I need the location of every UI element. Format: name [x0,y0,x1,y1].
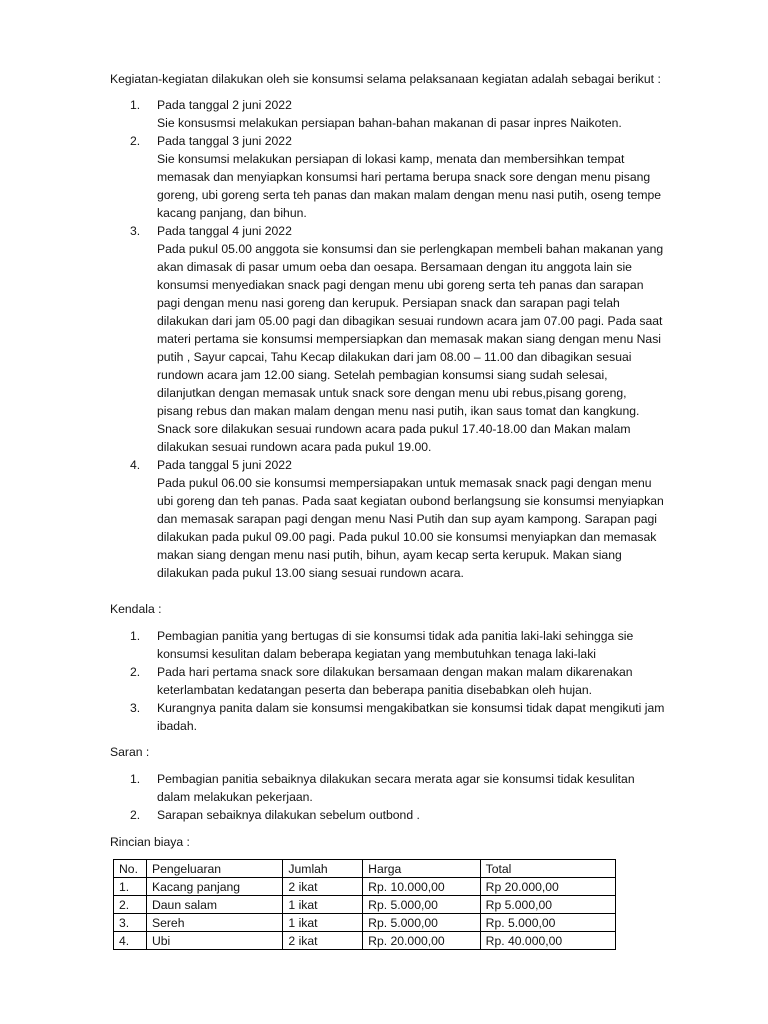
table-cell: Rp. 5.000,00 [480,914,615,932]
item-text: Kurangnya panita dalam sie konsumsi mengakibatkan sie konsumsi tidak dapat mengikuti jam ibadah. [157,701,665,733]
column-header: Jumlah [283,860,363,878]
list-item: 3. Kurangnya panita dalam sie konsumsi mengakibatkan sie konsumsi tidak dapat mengikuti jam ibadah. [130,701,665,733]
table-cell: 2 ikat [283,932,363,950]
item-title: Pada tanggal 5 juni 2022 [157,458,292,472]
column-header: Harga [363,860,481,878]
list-item: 2. Pada tanggal 3 juni 2022 Sie konsumsi melakukan persiapan di lokasi kamp, menata dan membersihkan tempat memasak dan menyiapkan konsumsi hari pertama berupa snack sore dengan menu pisang goreng, ubi goreng serta teh panas dan makan malam dengan menu nasi putih, oseng tempe kacang panjang, dan bihun. [130,132,665,222]
item-text: Pembagian panitia sebaiknya dilakukan secara merata agar sie konsumsi tidak kesulitan dalam melakukan pekerjaan. [157,772,635,804]
table-cell: 1 ikat [283,896,363,914]
table-row [114,932,616,950]
saran-list [130,770,665,824]
kendala-heading: Kendala : [110,602,162,616]
table-cell: 4. [114,932,147,950]
table-cell: 2. [114,896,147,914]
table-cell: 2 ikat [283,878,363,896]
item-body: Sie konsumsi melakukan persiapan di lokasi kamp, menata dan membersihkan tempat memasak dan menyiapkan konsumsi hari pertama berupa snack sore dengan menu pisang goreng, ubi goreng serta teh panas dan makan malam dengan menu nasi putih, oseng tempe kacang panjang, dan bihun. [157,152,662,220]
table-row [114,878,616,896]
table-cell: 1 ikat [283,914,363,932]
item-title: Pada tanggal 2 juni 2022 [157,98,292,112]
kegiatan-list [130,96,665,582]
saran-heading: Saran : [110,745,150,759]
intro-paragraph: Kegiatan-kegiatan dilakukan oleh sie konsumsi selama pelaksanaan kegiatan adalah sebagai berikut : [110,72,661,86]
kendala-list [130,627,665,735]
item-text: Pembagian panitia yang bertugas di sie konsumsi tidak ada panitia laki-laki sehingga sie konsumsi kesulitan dalam beberapa kegiatan yang membutuhkan tenaga laki-laki [157,629,634,661]
cost-table [113,859,616,950]
list-item: 4. Pada tanggal 5 juni 2022 Pada pukul 06.00 sie konsumsi mempersiapakan untuk memasak snack pagi dengan menu ubi goreng dan teh panas. Pada saat kegiatan oubond berlangsung sie konsumsi menyiapkan dan memasak sarapan pagi dengan menu Nasi Putih dan sup ayam kampong. Sarapan pagi dilakukan pada pukul 09.00 pagi. Pada pukul 10.00 sie konsumsi menyiapkan dan memasak makan siang dengan menu nasi putih, bihun, ayam kecap serta kerupuk. Makan siang dilakukan pada pukul 13.00 siang sesuai rundown acara. [130,458,664,580]
rincian-heading: Rincian biaya : [110,835,190,849]
table-row [114,896,616,914]
table-cell: Sereh [146,914,282,932]
item-title: Pada tanggal 4 juni 2022 [157,224,292,238]
table-header-row [114,860,616,878]
list-item: 1. Pada tanggal 2 juni 2022 Sie konsusmsi melakukan persiapan bahan-bahan makanan di pasar inpres Naikoten. [130,96,665,132]
table-row [114,914,616,932]
table-cell: Rp. 10.000,00 [363,878,481,896]
item-text: Pada hari pertama snack sore dilakukan bersamaan dengan makan malam dikarenakan keterlambatan kedatangan peserta dan beberapa panitia disebabkan oleh hujan. [157,665,633,697]
list-item: 1. Pembagian panitia sebaiknya dilakukan secara merata agar sie konsumsi tidak kesulitan dalam melakukan pekerjaan. [130,770,665,806]
item-body: Pada pukul 06.00 sie konsumsi mempersiapakan untuk memasak snack pagi dengan menu ubi goreng dan teh panas. Pada saat kegiatan oubond berlangsung sie konsumsi menyiapkan dan memasak sarapan pagi dengan menu Nasi Putih dan sup ayam kampong. Sarapan pagi dilakukan pada pukul 09.00 pagi. Pada pukul 10.00 sie konsumsi menyiapkan dan memasak makan siang dengan menu nasi putih, bihun, ayam kecap serta kerupuk. Makan siang dilakukan pada pukul 13.00 siang sesuai rundown acara. [157,476,664,580]
list-item: 3. Pada tanggal 4 juni 2022 Pada pukul 05.00 anggota sie konsumsi dan sie perlengkapan membeli bahan makanan yang akan dimasak di pasar umum oeba dan oesapa. Bersamaan dengan itu anggota lain sie konsumsi menyediakan snack pagi dengan menu ubi goreng serta teh panas dan sarapan pagi dengan menu nasi goreng dan kerupuk. Persiapan snack dan sarapan pagi telah dilakukan dari jam 05.00 pagi dan dibagikan sesuai rundown acara jam 07.00 pagi. Pada saat materi pertama sie konsumsi mempersiapkan dan memasak makan siang dengan menu Nasi putih , Sayur capcai, Tahu Kecap dilakukan dari jam 08.00 – 11.00 dan dibagikan sesuai rundown acara jam 12.00 siang. Setelah pembagian konsumsi siang sudah selesai, dilanjutkan dengan memasak untuk snack sore dengan menu ubi rebus,pisang goreng, pisang rebus dan makan malam dengan menu nasi putih, ikan saus tomat dan kangkung. Snack sore dilakukan sesuai rundown acara pada pukul 17.40-18.00 dan Makan malam dilakukan sesuai rundown acara pada pukul 19.00. [130,224,664,454]
table-cell: 3. [114,914,147,932]
column-header: Pengeluaran [146,860,282,878]
table-cell: 1. [114,878,147,896]
item-title: Pada tanggal 3 juni 2022 [157,134,292,148]
list-item: 1. Pembagian panitia yang bertugas di sie konsumsi tidak ada panitia laki-laki sehingga sie konsumsi kesulitan dalam beberapa kegiatan yang membutuhkan tenaga laki-laki [130,627,665,663]
table-cell: Kacang panjang [146,878,282,896]
table-cell: Rp. 5.000,00 [363,914,481,932]
table-cell: Daun salam [146,896,282,914]
list-item: 2. Sarapan sebaiknya dilakukan sebelum outbond . [130,806,665,824]
table-cell: Rp. 20.000,00 [363,932,481,950]
table-cell: Ubi [146,932,282,950]
table-cell: Rp 20.000,00 [480,878,615,896]
column-header: Total [480,860,615,878]
table-cell: Rp 5.000,00 [480,896,615,914]
list-item: 2. Pada hari pertama snack sore dilakukan bersamaan dengan makan malam dikarenakan keterlambatan kedatangan peserta dan beberapa panitia disebabkan oleh hujan. [130,663,665,699]
table-cell: Rp. 40.000,00 [480,932,615,950]
item-body: Sie konsusmsi melakukan persiapan bahan-bahan makanan di pasar inpres Naikoten. [157,116,622,130]
column-header: No. [114,860,147,878]
table-cell: Rp. 5.000,00 [363,896,481,914]
item-body: Pada pukul 05.00 anggota sie konsumsi dan sie perlengkapan membeli bahan makanan yang akan dimasak di pasar umum oeba dan oesapa. Bersamaan dengan itu anggota lain sie konsumsi menyediakan snack pagi dengan menu ubi goreng serta teh panas dan sarapan pagi dengan menu nasi goreng dan kerupuk. Persiapan snack dan sarapan pagi telah dilakukan dari jam 05.00 pagi dan dibagikan sesuai rundown acara jam 07.00 pagi. Pada saat materi pertama sie konsumsi mempersiapkan dan memasak makan siang dengan menu Nasi putih , Sayur capcai, Tahu Kecap dilakukan dari jam 08.00 – 11.00 dan dibagikan sesuai rundown acara jam 12.00 siang. Setelah pembagian konsumsi siang sudah selesai, dilanjutkan dengan memasak untuk snack sore dengan menu ubi rebus,pisang goreng, pisang rebus dan makan malam dengan menu nasi putih, ikan saus tomat dan kangkung. Snack sore dilakukan sesuai rundown acara pada pukul 17.40-18.00 dan Makan malam dilakukan sesuai rundown acara pada pukul 19.00. [157,242,664,454]
item-text: Sarapan sebaiknya dilakukan sebelum outbond . [157,808,420,822]
